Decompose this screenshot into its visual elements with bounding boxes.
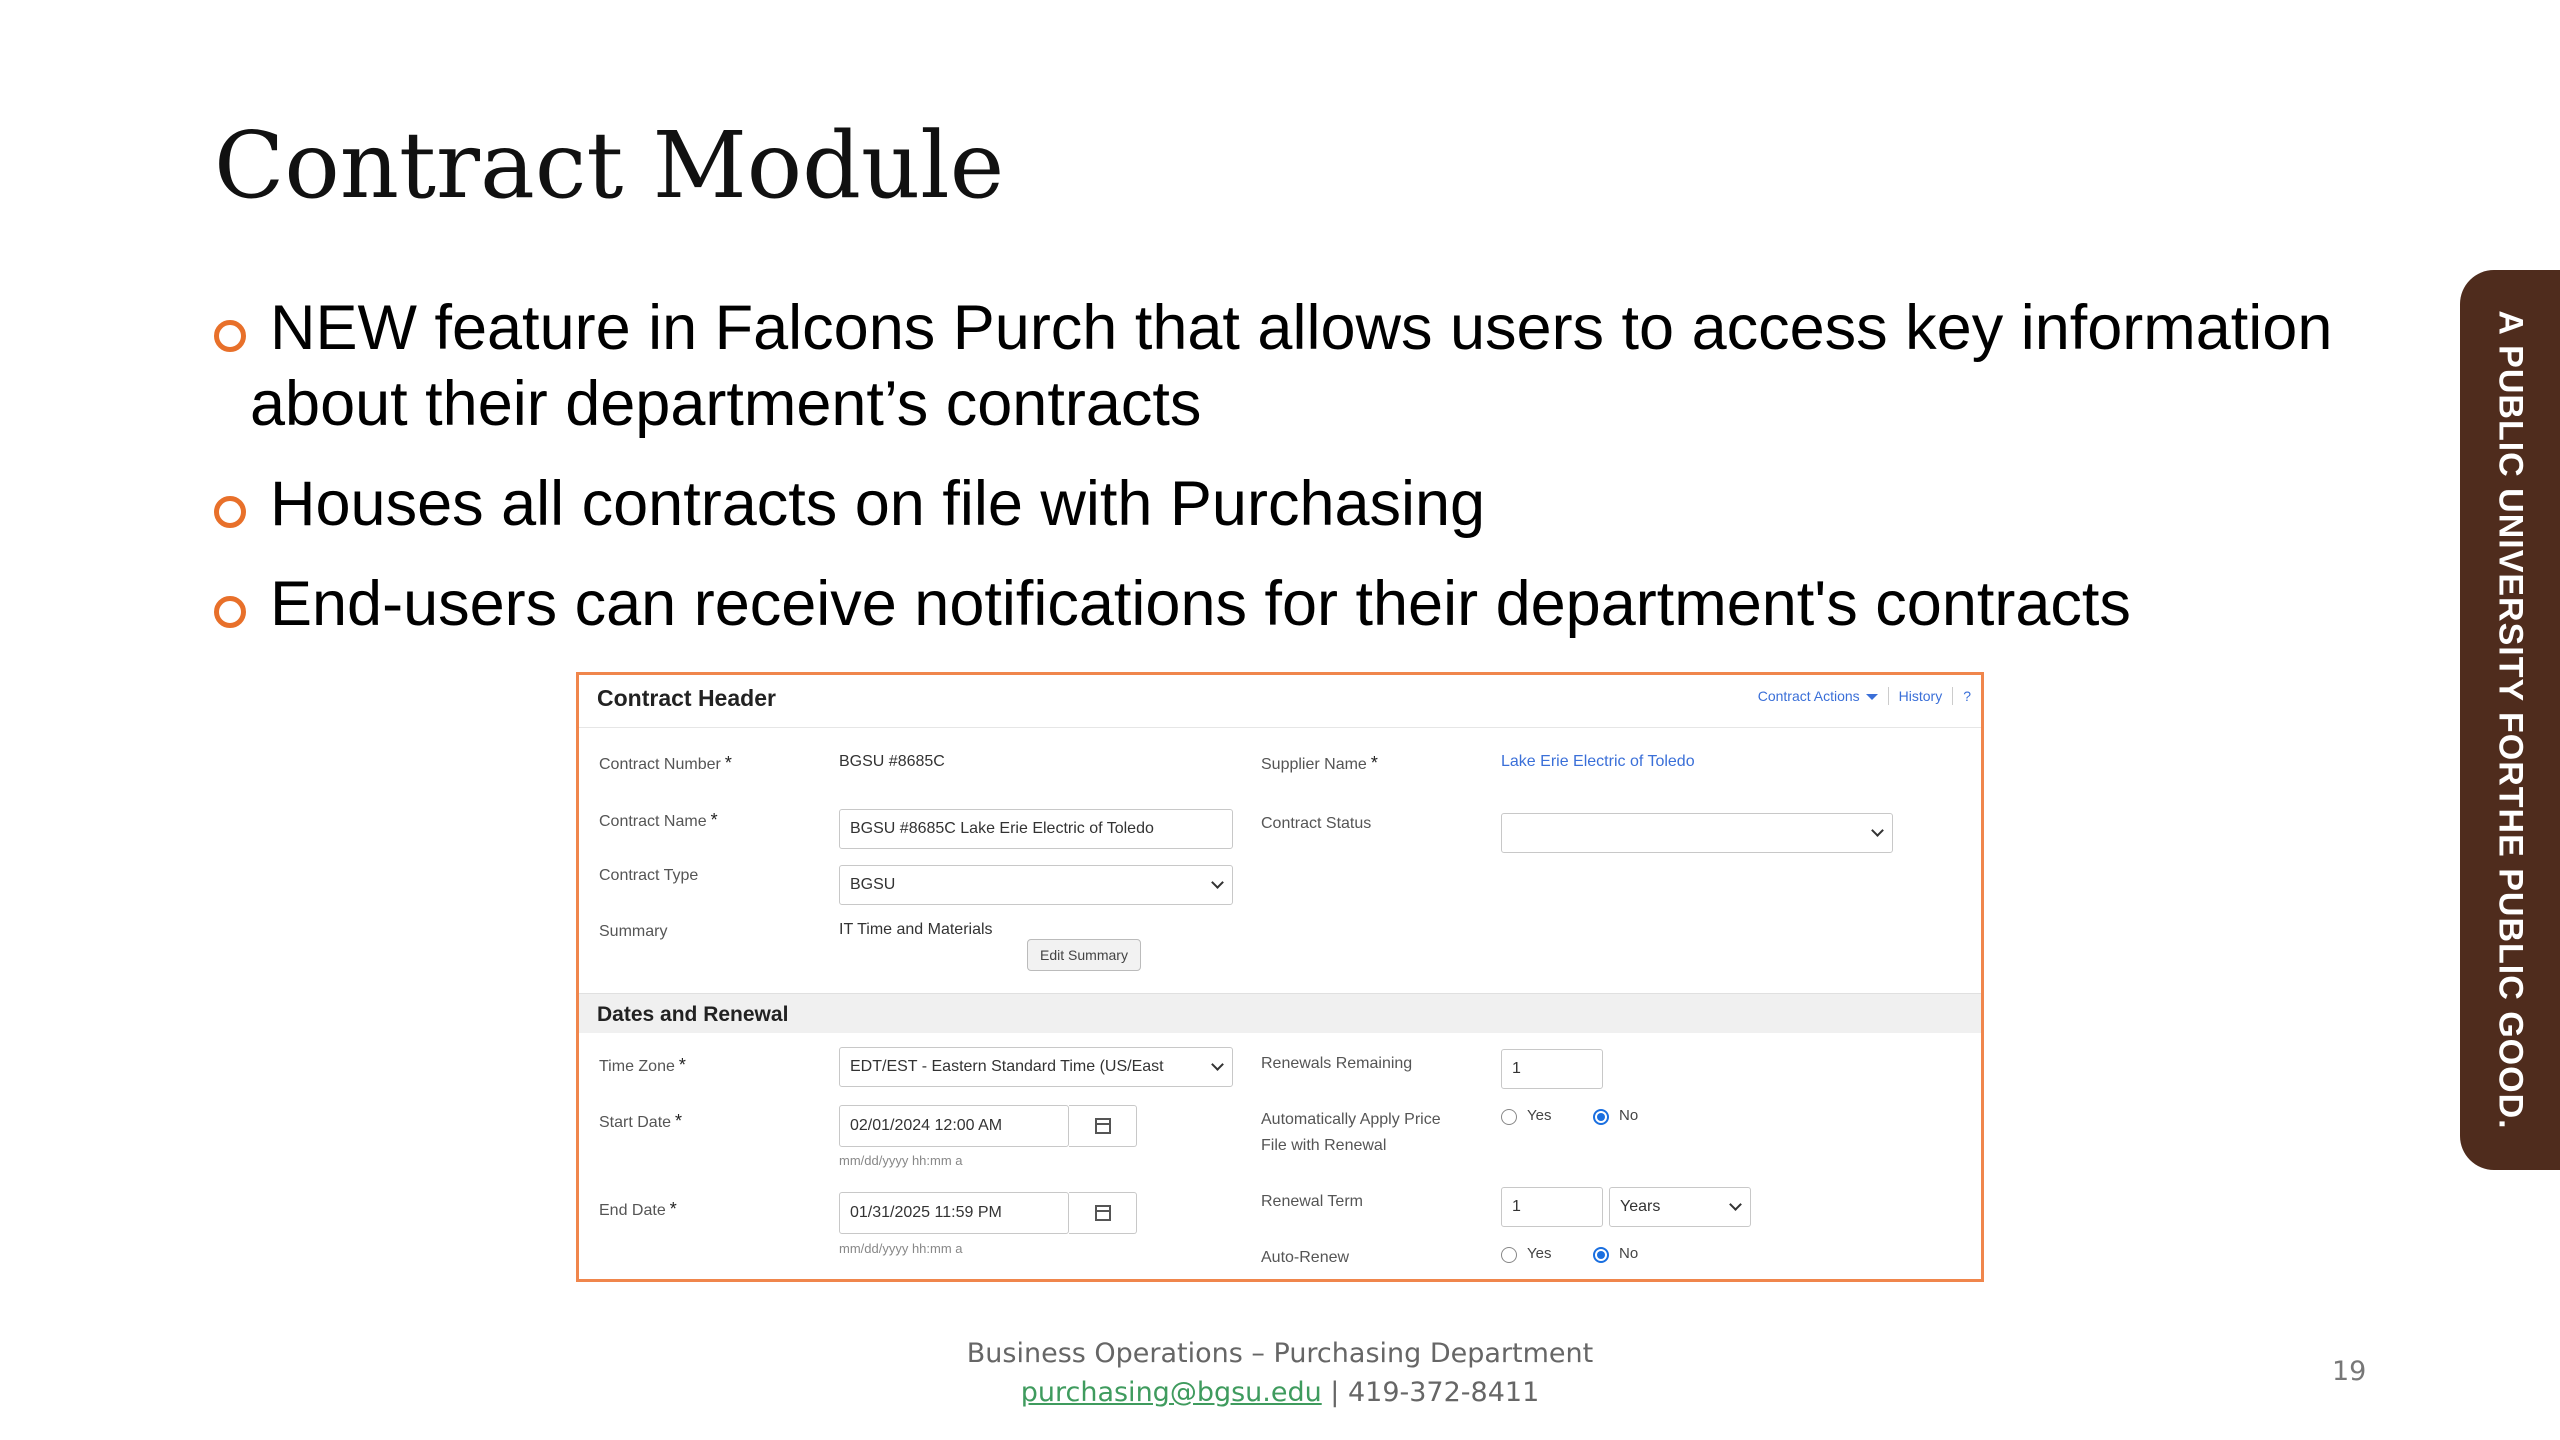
help-link[interactable]: ? bbox=[1963, 688, 1971, 704]
contract-number-label: Contract Number * bbox=[599, 753, 732, 773]
auto-renew-label: Auto-Renew bbox=[1261, 1249, 1350, 1266]
divider bbox=[1952, 687, 1953, 705]
contract-name-input[interactable]: BGSU #8685C Lake Erie Electric of Toledo bbox=[839, 809, 1233, 849]
renewal-term-label: Renewal Term bbox=[1261, 1193, 1363, 1210]
auto-apply-yes-radio[interactable] bbox=[1501, 1109, 1517, 1125]
calendar-icon bbox=[1095, 1118, 1111, 1134]
contract-form-screenshot bbox=[576, 672, 1984, 1282]
contract-status-select[interactable] bbox=[1501, 813, 1893, 853]
time-zone-label: Time Zone * bbox=[599, 1055, 686, 1075]
start-date-input[interactable]: 02/01/2024 12:00 AM bbox=[839, 1105, 1069, 1147]
renewal-term-input[interactable]: 1 bbox=[1501, 1187, 1603, 1227]
summary-label: Summary bbox=[599, 923, 668, 940]
contract-header-title: Contract Header bbox=[597, 685, 776, 711]
edit-summary-button[interactable]: Edit Summary bbox=[1027, 939, 1141, 971]
end-date-label: End Date * bbox=[599, 1199, 677, 1219]
auto-apply-no-label: No bbox=[1619, 1107, 1639, 1124]
slide-footer bbox=[0, 1334, 2560, 1412]
bullet-list bbox=[214, 290, 2364, 666]
supplier-name-label: Supplier Name * bbox=[1261, 753, 1378, 773]
start-date-format-hint: mm/dd/yyyy hh:mm a bbox=[839, 1153, 963, 1168]
chevron-down-icon bbox=[1871, 824, 1884, 837]
renewal-term-unit-select[interactable]: Years bbox=[1609, 1187, 1751, 1227]
renewals-remaining-label: Renewals Remaining bbox=[1261, 1055, 1413, 1072]
contract-name-label: Contract Name * bbox=[599, 810, 718, 830]
header-actions bbox=[1758, 687, 1971, 705]
bullet-item bbox=[214, 566, 2364, 642]
contract-type-label: Contract Type bbox=[599, 867, 699, 884]
history-link[interactable]: History bbox=[1898, 688, 1943, 704]
footer-phone: | 419-372-8411 bbox=[1321, 1377, 1540, 1408]
contract-actions-menu[interactable]: Contract Actions bbox=[1758, 688, 1878, 704]
auto-apply-price-label: Automatically Apply Price bbox=[1261, 1111, 1441, 1128]
supplier-name-link[interactable]: Lake Erie Electric of Toledo bbox=[1501, 753, 1695, 770]
time-zone-select[interactable]: EDT/EST - Eastern Standard Time (US/East bbox=[839, 1047, 1233, 1087]
auto-apply-price-label-line2: File with Renewal bbox=[1261, 1137, 1387, 1154]
auto-apply-yes-label: Yes bbox=[1527, 1107, 1552, 1124]
contract-number-value: BGSU #8685C bbox=[839, 753, 945, 770]
end-date-input[interactable]: 01/31/2025 11:59 PM bbox=[839, 1192, 1069, 1234]
contract-type-select[interactable]: BGSU bbox=[839, 865, 1233, 905]
page-number: 19 bbox=[2332, 1356, 2367, 1387]
brand-tagline: A PUBLIC UNIVERSITY FORTHE PUBLIC GOOD. bbox=[2491, 310, 2530, 1130]
chevron-down-icon bbox=[1729, 1198, 1742, 1211]
dates-renewal-section-header: Dates and Renewal bbox=[579, 993, 1981, 1033]
bullet-circle-icon bbox=[214, 320, 246, 352]
chevron-down-icon bbox=[1211, 876, 1224, 889]
calendar-icon bbox=[1095, 1205, 1111, 1221]
renewals-remaining-input[interactable]: 1 bbox=[1501, 1049, 1603, 1089]
auto-renew-no-radio[interactable] bbox=[1593, 1247, 1609, 1263]
footer-email-link[interactable]: purchasing@bgsu.edu bbox=[1020, 1377, 1322, 1408]
caret-down-icon bbox=[1866, 694, 1878, 700]
bullet-item bbox=[214, 466, 2364, 542]
end-date-format-hint: mm/dd/yyyy hh:mm a bbox=[839, 1241, 963, 1256]
end-date-calendar-button[interactable] bbox=[1069, 1192, 1137, 1234]
summary-value: IT Time and Materials bbox=[839, 921, 993, 938]
chevron-down-icon bbox=[1211, 1058, 1224, 1071]
footer-department: Business Operations – Purchasing Department bbox=[966, 1338, 1594, 1369]
start-date-label: Start Date * bbox=[599, 1111, 683, 1131]
divider bbox=[1888, 687, 1889, 705]
bullet-circle-icon bbox=[214, 596, 246, 628]
footer-contact bbox=[0, 1373, 2560, 1412]
bullet-text: Houses all contracts on file with Purchasing bbox=[270, 469, 1486, 539]
bullet-item bbox=[214, 290, 2364, 442]
contract-status-label: Contract Status bbox=[1261, 815, 1372, 832]
brand-side-tab bbox=[2460, 270, 2560, 1170]
bullet-text: NEW feature in Falcons Purch that allows users to access key information bbox=[270, 293, 2333, 363]
start-date-calendar-button[interactable] bbox=[1069, 1105, 1137, 1147]
auto-renew-yes-radio[interactable] bbox=[1501, 1247, 1517, 1263]
auto-apply-no-radio[interactable] bbox=[1593, 1109, 1609, 1125]
auto-renew-yes-label: Yes bbox=[1527, 1245, 1552, 1262]
bullet-text: End-users can receive notifications for their department's contracts bbox=[270, 569, 2131, 639]
auto-renew-no-label: No bbox=[1619, 1245, 1639, 1262]
slide-title: Contract Module bbox=[214, 112, 1005, 219]
bullet-circle-icon bbox=[214, 496, 246, 528]
bullet-text-continued: about their department’s contracts bbox=[250, 369, 1202, 439]
divider bbox=[579, 727, 1981, 728]
